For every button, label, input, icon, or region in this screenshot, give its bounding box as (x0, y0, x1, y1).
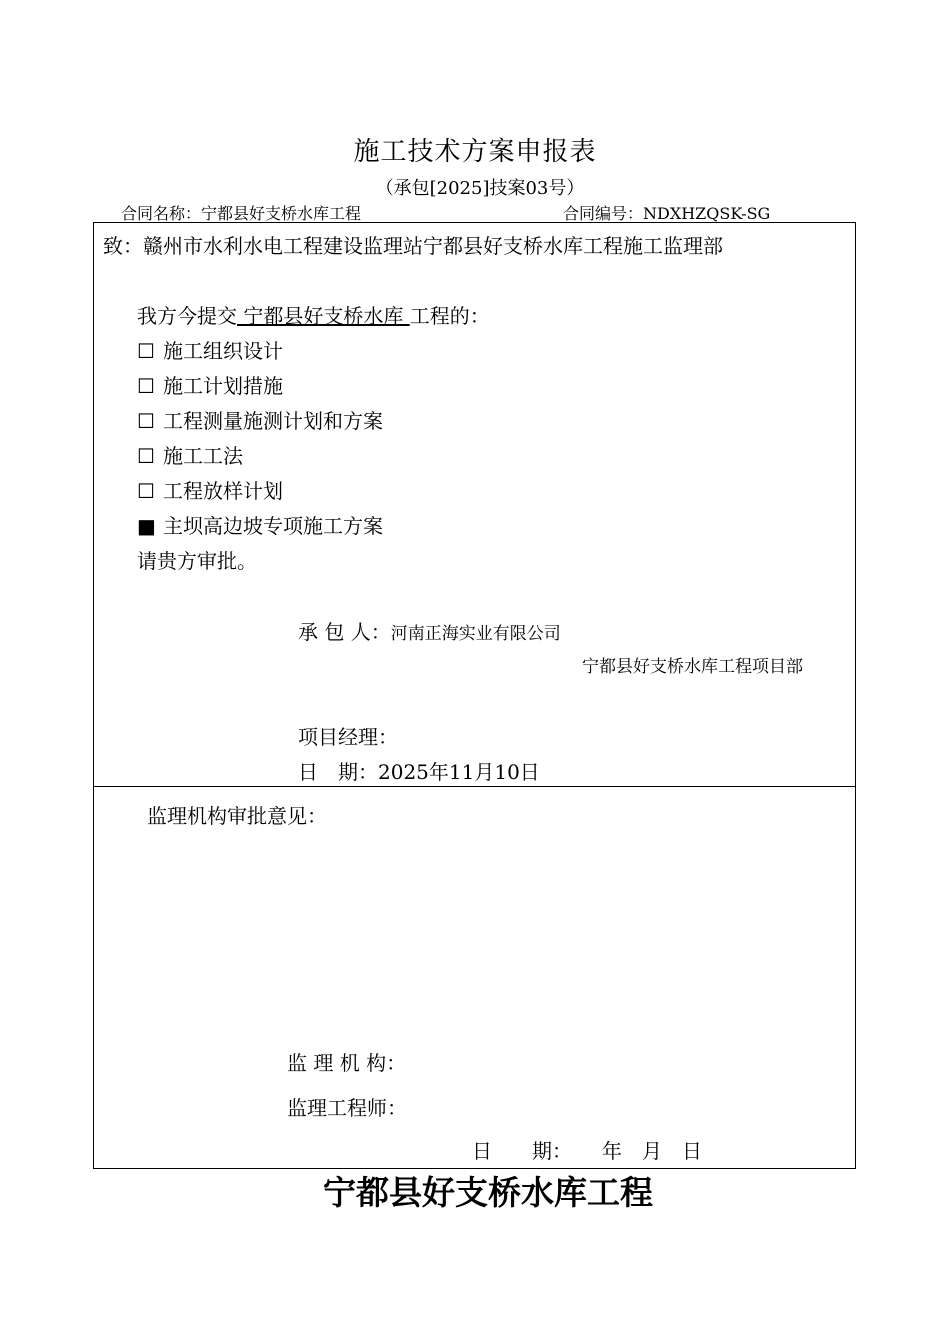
addressee: 致：赣州市水利水电工程建设监理站宁都县好支桥水库工程施工监理部 (103, 234, 723, 258)
submission-date: 日 期：2025年11月10日 (298, 760, 540, 784)
checklist-item[interactable] (137, 376, 283, 396)
checklist-item[interactable] (137, 481, 283, 501)
contractor-name: 河南正海实业有限公司 (390, 624, 561, 644)
project-department: 宁都县好支桥水库工程项目部 (582, 657, 803, 677)
checklist-label: 施工工法 (163, 444, 243, 468)
review-opinion-label: 监理机构审批意见： (147, 804, 327, 828)
contract-name: 合同名称：宁都县好支桥水库工程 (121, 204, 362, 223)
checklist-label: 施工计划措施 (163, 374, 283, 398)
contract-number: 合同编号：NDXHZQSK-SG (563, 204, 771, 223)
checkbox-icon[interactable]: ☐ (137, 409, 155, 433)
checkbox-icon[interactable]: ☐ (137, 339, 155, 363)
supervision-org-label: 监 理 机 构： (287, 1051, 407, 1075)
project-name: 宁都县好支桥水库 (237, 304, 410, 328)
checklist-label: 工程放样计划 (163, 479, 283, 503)
review-date: 日 期： 年 月 日 (472, 1139, 702, 1163)
intro-prefix: 我方今提交 (137, 304, 237, 328)
approval-request: 请贵方审批。 (137, 549, 257, 573)
project-title-footer: 宁都县好支桥水库工程 (323, 1173, 653, 1212)
section-divider (93, 786, 856, 787)
checklist-item[interactable] (137, 341, 283, 361)
checklist-label: 主坝高边坡专项施工方案 (163, 514, 383, 538)
supervision-engineer-label: 监理工程师： (287, 1096, 407, 1120)
checkbox-icon[interactable]: ☐ (137, 444, 155, 468)
contractor-line (298, 622, 561, 643)
manager-label: 项目经理： (298, 725, 398, 749)
checklist-label: 工程测量施测计划和方案 (163, 409, 383, 433)
submission-intro (137, 306, 490, 326)
intro-suffix: 工程的： (409, 304, 490, 328)
checked-box-icon[interactable]: ■ (137, 514, 156, 538)
form-number: （承包[2025]技案03号） (375, 178, 585, 199)
form-table (93, 222, 856, 1169)
checklist-item[interactable] (137, 446, 243, 466)
contractor-label: 承 包 人： (298, 620, 391, 644)
checkbox-icon[interactable]: ☐ (137, 374, 155, 398)
form-title: 施工技术方案申报表 (353, 137, 597, 167)
checklist-label: 施工组织设计 (163, 339, 283, 363)
checklist-item[interactable] (137, 516, 383, 536)
checklist-item[interactable] (137, 411, 383, 431)
checkbox-icon[interactable]: ☐ (137, 479, 155, 503)
